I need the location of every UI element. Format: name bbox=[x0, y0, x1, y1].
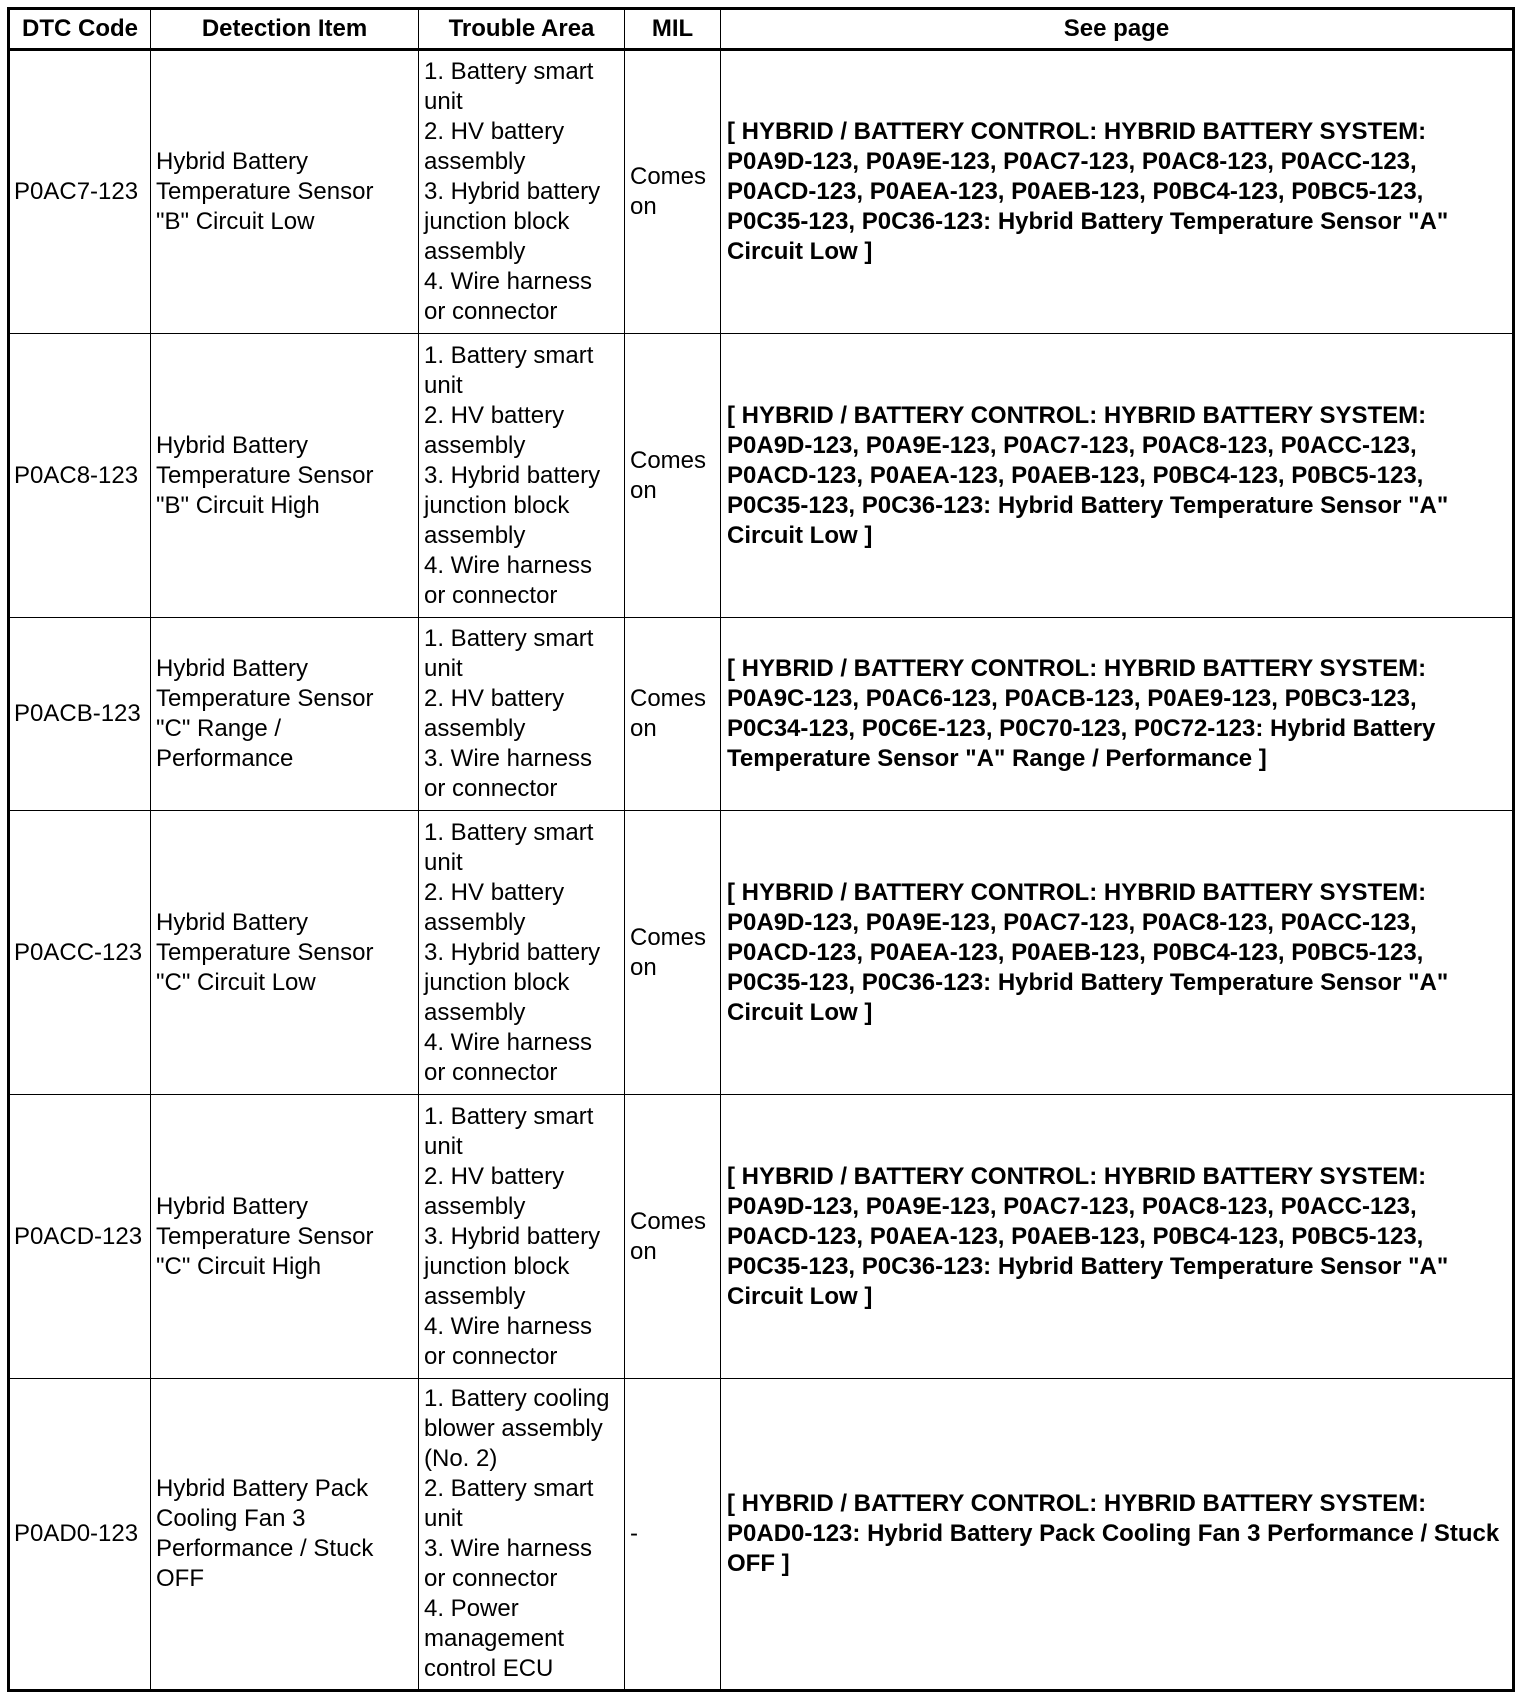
trouble-area-item: 2. HV battery assembly bbox=[424, 1162, 565, 1220]
trouble-area-item: 4. Wire harness or connector bbox=[424, 268, 593, 325]
trouble-area-item: 1. Battery smart unit bbox=[424, 1102, 594, 1160]
detection-item-cell: Hybrid Battery Pack Cooling Fan 3 Performance / Stuck OFF bbox=[151, 1379, 419, 1691]
dtc-code-cell: P0ACB-123 bbox=[9, 618, 151, 811]
detection-item-cell: Hybrid Battery Temperature Sensor "B" Circuit High bbox=[151, 334, 419, 618]
trouble-area-item: 2. HV battery assembly bbox=[424, 401, 565, 459]
table-row bbox=[9, 811, 1514, 1095]
dtc-code-cell: P0AD0-123 bbox=[9, 1379, 151, 1691]
table-header-row bbox=[9, 9, 1514, 50]
trouble-area-item: 3. Hybrid battery junction block assembly bbox=[424, 1222, 601, 1310]
trouble-area-item: 3. Hybrid battery junction block assembly bbox=[424, 938, 601, 1026]
header-detection-item: Detection Item bbox=[151, 9, 419, 50]
trouble-area-cell bbox=[419, 811, 625, 1095]
trouble-area-item: 3. Hybrid battery junction block assembly bbox=[424, 461, 601, 549]
table-row bbox=[9, 50, 1514, 334]
see-page-cell: [ HYBRID / BATTERY CONTROL: HYBRID BATTERY SYSTEM: P0A9C-123, P0AC6-123, P0ACB-123, P0AE9-123, P0BC3-123, P0C34-123, P0C6E-123, P0C70-123, P0C72-123: Hybrid Battery Temperature Sensor "A" Range / Performance ] bbox=[721, 618, 1514, 811]
table-row bbox=[9, 618, 1514, 811]
trouble-area-item: 4. Wire harness or connector bbox=[424, 551, 593, 609]
see-page-cell: [ HYBRID / BATTERY CONTROL: HYBRID BATTERY SYSTEM: P0A9D-123, P0A9E-123, P0AC7-123, P0AC8-123, P0ACC-123, P0ACD-123, P0AEA-123, P0AEB-123, P0BC4-123, P0BC5-123, P0C35-123, P0C36-123: Hybrid Battery Temperature Sensor "A" Circuit Low ] bbox=[721, 50, 1514, 334]
trouble-area-item: 2. HV battery assembly bbox=[424, 878, 565, 936]
trouble-area-item: 2. HV battery assembly bbox=[424, 685, 565, 742]
detection-item-cell: Hybrid Battery Temperature Sensor "C" Range / Performance bbox=[151, 618, 419, 811]
trouble-area-item: 2. Battery smart unit bbox=[424, 1475, 594, 1532]
mil-cell: - bbox=[625, 1379, 721, 1691]
see-page-cell: [ HYBRID / BATTERY CONTROL: HYBRID BATTERY SYSTEM: P0AD0-123: Hybrid Battery Pack Cooling Fan 3 Performance / Stuck OFF ] bbox=[721, 1379, 1514, 1691]
dtc-code-cell: P0AC8-123 bbox=[9, 334, 151, 618]
mil-cell: Comes on bbox=[625, 811, 721, 1095]
trouble-area-item: 1. Battery smart unit bbox=[424, 625, 594, 682]
mil-cell: Comes on bbox=[625, 334, 721, 618]
trouble-area-item: 3. Wire harness or connector bbox=[424, 1535, 593, 1592]
see-page-cell: [ HYBRID / BATTERY CONTROL: HYBRID BATTERY SYSTEM: P0A9D-123, P0A9E-123, P0AC7-123, P0AC8-123, P0ACC-123, P0ACD-123, P0AEA-123, P0AEB-123, P0BC4-123, P0BC5-123, P0C35-123, P0C36-123: Hybrid Battery Temperature Sensor "A" Circuit Low ] bbox=[721, 1095, 1514, 1379]
mil-cell: Comes on bbox=[625, 1095, 721, 1379]
trouble-area-item: 1. Battery smart unit bbox=[424, 818, 594, 876]
table-row bbox=[9, 334, 1514, 618]
dtc-code-cell: P0ACD-123 bbox=[9, 1095, 151, 1379]
trouble-area-item: 2. HV battery assembly bbox=[424, 118, 565, 175]
dtc-code-cell: P0AC7-123 bbox=[9, 50, 151, 334]
trouble-area-item: 1. Battery cooling blower assembly (No. 2) bbox=[424, 1385, 610, 1472]
detection-item-cell: Hybrid Battery Temperature Sensor "B" Circuit Low bbox=[151, 50, 419, 334]
trouble-area-cell bbox=[419, 1379, 625, 1691]
dtc-code-cell: P0ACC-123 bbox=[9, 811, 151, 1095]
trouble-area-item: 3. Wire harness or connector bbox=[424, 745, 593, 802]
table-row bbox=[9, 1095, 1514, 1379]
header-dtc-code: DTC Code bbox=[9, 9, 151, 50]
trouble-area-item: 1. Battery smart unit bbox=[424, 58, 594, 115]
header-trouble-area: Trouble Area bbox=[419, 9, 625, 50]
trouble-area-item: 3. Hybrid battery junction block assembly bbox=[424, 178, 601, 265]
header-mil: MIL bbox=[625, 9, 721, 50]
see-page-cell: [ HYBRID / BATTERY CONTROL: HYBRID BATTERY SYSTEM: P0A9D-123, P0A9E-123, P0AC7-123, P0AC8-123, P0ACC-123, P0ACD-123, P0AEA-123, P0AEB-123, P0BC4-123, P0BC5-123, P0C35-123, P0C36-123: Hybrid Battery Temperature Sensor "A" Circuit Low ] bbox=[721, 811, 1514, 1095]
trouble-area-cell bbox=[419, 334, 625, 618]
trouble-area-item: 4. Wire harness or connector bbox=[424, 1312, 593, 1370]
trouble-area-cell bbox=[419, 618, 625, 811]
table-row bbox=[9, 1379, 1514, 1691]
dtc-table bbox=[7, 7, 1515, 1692]
mil-cell: Comes on bbox=[625, 618, 721, 811]
detection-item-cell: Hybrid Battery Temperature Sensor "C" Circuit Low bbox=[151, 811, 419, 1095]
detection-item-cell: Hybrid Battery Temperature Sensor "C" Circuit High bbox=[151, 1095, 419, 1379]
trouble-area-item: 4. Wire harness or connector bbox=[424, 1028, 593, 1086]
trouble-area-cell bbox=[419, 1095, 625, 1379]
trouble-area-item: 4. Power management control ECU bbox=[424, 1595, 565, 1682]
trouble-area-item: 1. Battery smart unit bbox=[424, 341, 594, 399]
header-see-page: See page bbox=[721, 9, 1514, 50]
see-page-cell: [ HYBRID / BATTERY CONTROL: HYBRID BATTERY SYSTEM: P0A9D-123, P0A9E-123, P0AC7-123, P0AC8-123, P0ACC-123, P0ACD-123, P0AEA-123, P0AEB-123, P0BC4-123, P0BC5-123, P0C35-123, P0C36-123: Hybrid Battery Temperature Sensor "A" Circuit Low ] bbox=[721, 334, 1514, 618]
trouble-area-cell bbox=[419, 50, 625, 334]
mil-cell: Comes on bbox=[625, 50, 721, 334]
